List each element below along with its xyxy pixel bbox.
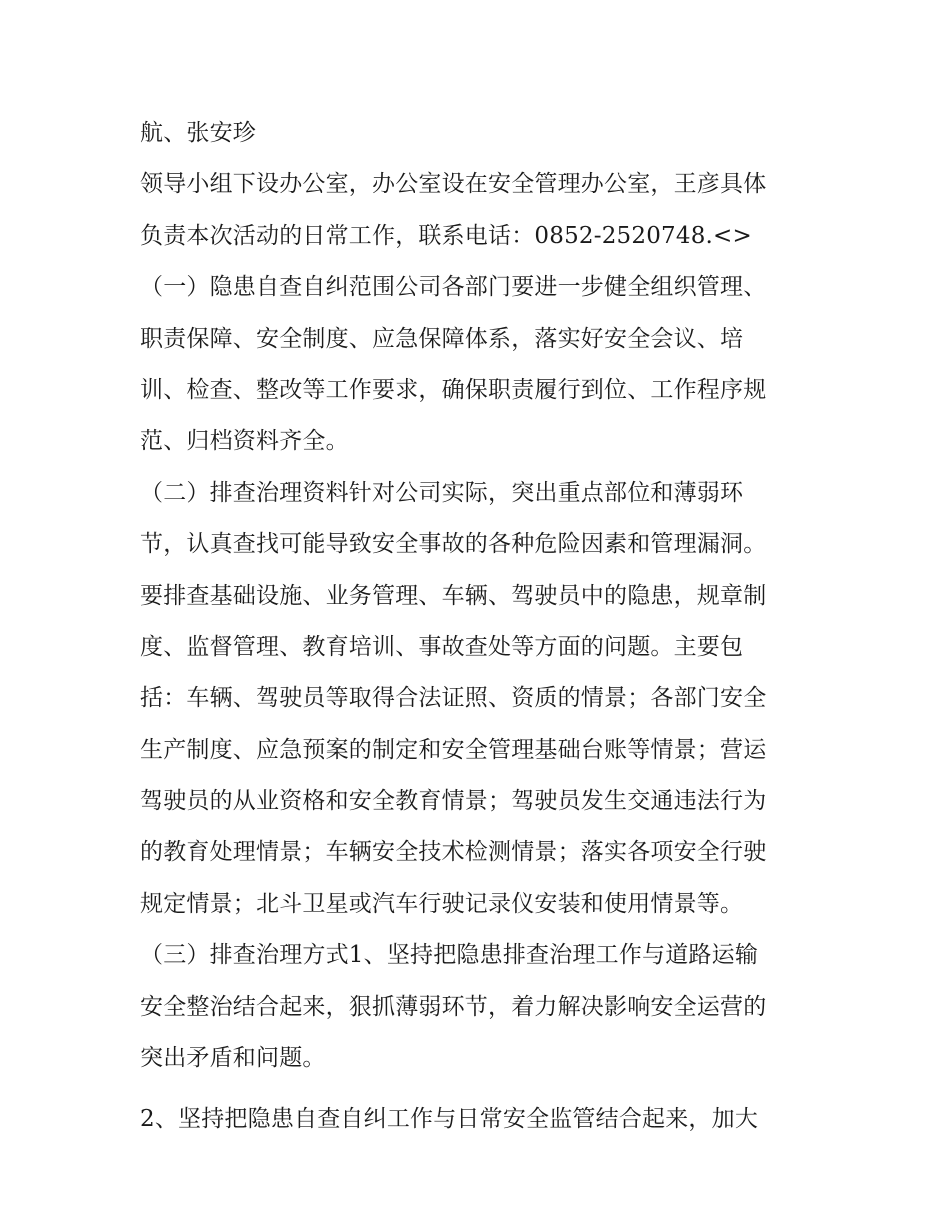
text-line: 度、监督管理、教育培训、事故查处等方面的问题。主要包 bbox=[140, 633, 744, 660]
text-line: 安全整治结合起来，狠抓薄弱环节，着力解决影响安全运营的 bbox=[140, 993, 767, 1020]
document-body bbox=[140, 108, 820, 1146]
text-line: 括：车辆、驾驶员等取得合法证照、资质的情景；各部门安全 bbox=[140, 685, 767, 712]
text-line: （三）排查治理方式1、坚持把隐患排查治理工作与道路运输 bbox=[140, 942, 759, 969]
text-line: 突出矛盾和问题。 bbox=[140, 1045, 326, 1072]
text-line: 负责本次活动的日常工作，联系电话：0852-2520748.<> bbox=[140, 222, 752, 249]
text-line: （二）排查治理资料针对公司实际，突出重点部位和薄弱环 bbox=[140, 479, 744, 506]
text-line: 范、归档资料齐全。 bbox=[140, 428, 349, 455]
text-line: 节，认真查找可能导致安全事故的各种危险因素和管理漏洞。 bbox=[140, 531, 767, 558]
text-line: 规定情景；北斗卫星或汽车行驶记录仪安装和使用情景等。 bbox=[140, 890, 744, 917]
text-line: 职责保障、安全制度、应急保障体系，落实好安全会议、培 bbox=[140, 325, 744, 352]
text-line: 要排查基础设施、业务管理、车辆、驾驶员中的隐患，规章制 bbox=[140, 582, 767, 609]
text-line: （一）隐患自查自纠范围公司各部门要进一步健全组织管理、 bbox=[140, 274, 767, 301]
text-line: 驾驶员的从业资格和安全教育情景；驾驶员发生交通违法行为 bbox=[140, 788, 767, 815]
text-line: 训、检查、整改等工作要求，确保职责履行到位、工作程序规 bbox=[140, 376, 767, 403]
text-line: 生产制度、应急预案的制定和安全管理基础台账等情景；营运 bbox=[140, 736, 767, 763]
text-line: 领导小组下设办公室，办公室设在安全管理办公室，王彦具体 bbox=[140, 171, 767, 198]
text-line: 的教育处理情景；车辆安全技术检测情景；落实各项安全行驶 bbox=[140, 839, 767, 866]
text-line: 2、坚持把隐患自查自纠工作与日常安全监管结合起来，加大 bbox=[140, 1106, 759, 1133]
text-line: 航、张安珍 bbox=[140, 120, 256, 146]
